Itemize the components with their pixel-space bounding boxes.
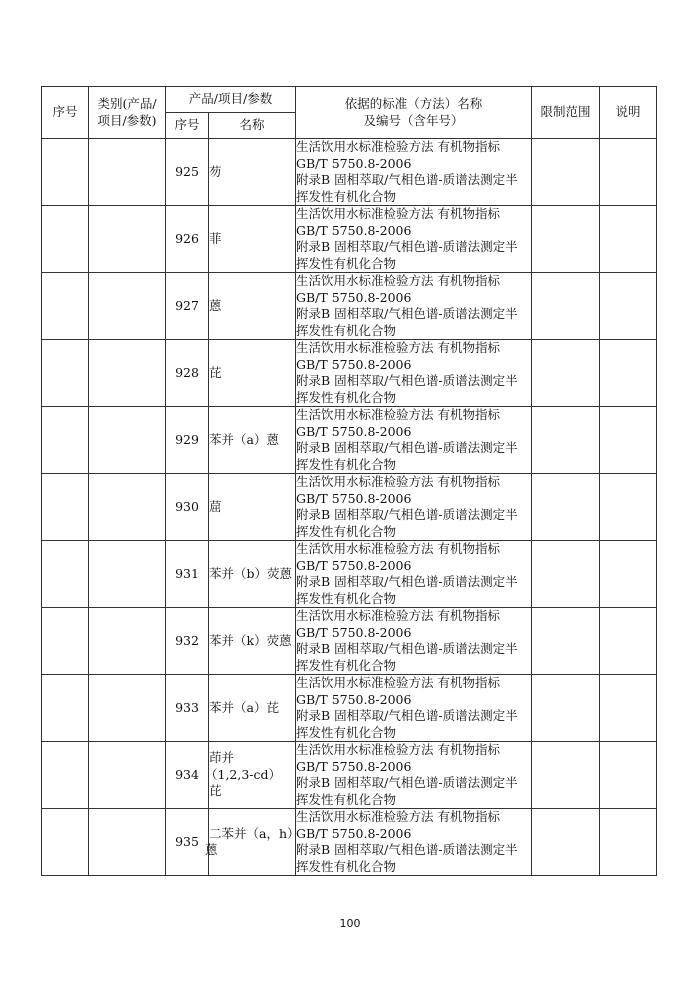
cell-limit	[532, 474, 600, 541]
cell-seq	[42, 608, 89, 675]
cell-category	[89, 675, 166, 742]
standard-line: GB/T 5750.8-2006	[296, 691, 412, 707]
item-name-line: 苯并（k）荧蒽	[209, 632, 292, 648]
cell-item-name	[209, 541, 296, 608]
cell-note	[600, 340, 657, 407]
cell-item-name	[205, 809, 300, 876]
cell-category	[89, 407, 166, 474]
cell-note	[600, 139, 657, 206]
cell-note	[600, 407, 657, 474]
header-category	[89, 87, 166, 139]
header-sub-seq: 序号	[166, 113, 209, 139]
standard-line: GB/T 5750.8-2006	[296, 222, 412, 238]
standard-line: 生活饮用水标准检验方法 有机物指标	[296, 139, 500, 154]
standard-line: 生活饮用水标准检验方法 有机物指标	[296, 273, 500, 288]
cell-seq	[42, 206, 89, 273]
standard-line: 生活饮用水标准检验方法 有机物指标	[296, 340, 500, 355]
table-row	[42, 139, 657, 206]
page-number: 100	[339, 917, 361, 930]
cell-item-number: 926	[166, 206, 209, 273]
standard-line: 生活饮用水标准检验方法 有机物指标	[296, 608, 500, 623]
cell-item-number: 934	[166, 742, 209, 809]
table-row	[42, 340, 657, 407]
cell-category	[89, 608, 166, 675]
cell-item-name	[209, 139, 296, 206]
table-row	[42, 407, 657, 474]
standard-line: GB/T 5750.8-2006	[296, 490, 412, 506]
cell-note	[600, 608, 657, 675]
standard-line: 附录B 固相萃取/气相色谱-质谱法测定半	[296, 775, 518, 790]
standard-line: 挥发性有机化合物	[296, 523, 397, 539]
item-name-line: （1,2,3-cd）	[205, 766, 282, 782]
standard-line: 生活饮用水标准检验方法 有机物指标	[296, 742, 500, 757]
cell-note	[600, 541, 657, 608]
cell-item-name	[209, 273, 296, 340]
table-row	[42, 541, 657, 608]
table-row	[42, 608, 657, 675]
cell-item-number: 931	[166, 541, 209, 608]
cell-item-name	[209, 608, 296, 675]
cell-category	[89, 474, 166, 541]
header-sub-name: 名称	[209, 113, 296, 139]
cell-item-number: 929	[166, 407, 209, 474]
standard-line: 生活饮用水标准检验方法 有机物指标	[296, 206, 500, 221]
standard-line: 生活饮用水标准检验方法 有机物指标	[296, 541, 500, 556]
standard-line: GB/T 5750.8-2006	[296, 557, 412, 573]
item-name-line: 芘	[209, 364, 222, 380]
standard-line: 附录B 固相萃取/气相色谱-质谱法测定半	[296, 306, 518, 321]
cell-item-number: 927	[166, 273, 209, 340]
standard-line: 挥发性有机化合物	[296, 456, 397, 472]
standard-line: 附录B 固相萃取/气相色谱-质谱法测定半	[296, 507, 518, 522]
standard-line: 附录B 固相萃取/气相色谱-质谱法测定半	[296, 574, 518, 589]
cell-standard	[296, 809, 532, 876]
standard-line: 挥发性有机化合物	[296, 188, 397, 204]
standard-line: 挥发性有机化合物	[296, 322, 397, 338]
standard-line: 附录B 固相萃取/气相色谱-质谱法测定半	[296, 842, 518, 857]
cell-note	[600, 742, 657, 809]
standard-line: GB/T 5750.8-2006	[296, 356, 412, 372]
standard-line: GB/T 5750.8-2006	[296, 758, 412, 774]
cell-category	[89, 809, 166, 876]
accreditation-table	[41, 86, 657, 876]
standard-line: 附录B 固相萃取/气相色谱-质谱法测定半	[296, 239, 518, 254]
cell-item-name	[205, 742, 296, 809]
cell-limit	[532, 407, 600, 474]
header-standard	[296, 87, 532, 139]
standard-line: 生活饮用水标准检验方法 有机物指标	[296, 474, 500, 489]
standard-line: GB/T 5750.8-2006	[296, 155, 412, 171]
standard-line: 挥发性有机化合物	[296, 724, 397, 740]
cell-item-name	[209, 340, 296, 407]
cell-item-name	[209, 675, 296, 742]
cell-item-number: 930	[166, 474, 209, 541]
standard-line: GB/T 5750.8-2006	[296, 624, 412, 640]
table-row	[42, 742, 657, 809]
cell-item-number: 928	[166, 340, 209, 407]
item-name-line: 苯并（b）荧蒽	[209, 565, 293, 581]
standard-line: GB/T 5750.8-2006	[296, 825, 412, 841]
header-standard-line1: 依据的标准（方法）名称	[344, 96, 483, 111]
header-seq: 序号	[42, 87, 89, 139]
cell-item-number: 932	[166, 608, 209, 675]
table-row	[42, 206, 657, 273]
header-product-group: 产品/项目/参数	[166, 87, 296, 113]
cell-standard	[296, 541, 532, 608]
cell-category	[89, 273, 166, 340]
header-category-line1: 类别(产品/	[97, 96, 157, 111]
cell-seq	[42, 541, 89, 608]
cell-item-name	[209, 407, 296, 474]
cell-category	[89, 206, 166, 273]
standard-line: 附录B 固相萃取/气相色谱-质谱法测定半	[296, 373, 518, 388]
item-name-line: 䓛	[209, 498, 222, 514]
table-row	[42, 675, 657, 742]
header-category-line2: 项目/参数)	[97, 112, 157, 128]
cell-standard	[296, 742, 532, 809]
item-name-line: 蒽	[209, 297, 222, 313]
header-standard-line2: 及编号（含年号）	[363, 112, 464, 128]
item-name-line: 菲	[209, 230, 222, 246]
standard-line: 附录B 固相萃取/气相色谱-质谱法测定半	[296, 440, 518, 455]
cell-item-number: 925	[166, 139, 209, 206]
standard-line: 生活饮用水标准检验方法 有机物指标	[296, 809, 500, 824]
cell-seq	[42, 340, 89, 407]
cell-item-number: 933	[166, 675, 209, 742]
cell-category	[89, 742, 166, 809]
standard-line: 挥发性有机化合物	[296, 389, 397, 405]
cell-standard	[296, 608, 532, 675]
item-name-line: 苯并（a）蒽	[209, 431, 279, 447]
cell-seq	[42, 809, 89, 876]
cell-limit	[532, 675, 600, 742]
cell-note	[600, 206, 657, 273]
header-note: 说明	[600, 87, 657, 139]
cell-standard	[296, 675, 532, 742]
cell-category	[89, 541, 166, 608]
cell-category	[89, 139, 166, 206]
cell-standard	[296, 407, 532, 474]
standard-line: 挥发性有机化合物	[296, 858, 397, 874]
cell-limit	[532, 139, 600, 206]
cell-limit	[532, 340, 600, 407]
cell-note	[600, 273, 657, 340]
item-name-line: 芘	[209, 783, 222, 799]
cell-seq	[42, 407, 89, 474]
item-name-line: 茚并	[209, 750, 235, 766]
standard-line: 挥发性有机化合物	[296, 791, 397, 807]
cell-seq	[42, 742, 89, 809]
standard-line: 附录B 固相萃取/气相色谱-质谱法测定半	[296, 708, 518, 723]
table-row	[42, 474, 657, 541]
standard-line: 附录B 固相萃取/气相色谱-质谱法测定半	[296, 641, 518, 656]
standard-line: GB/T 5750.8-2006	[296, 289, 412, 305]
cell-note	[600, 809, 657, 876]
cell-limit	[532, 273, 600, 340]
cell-standard	[296, 206, 532, 273]
table-row	[42, 809, 657, 876]
standard-line: 挥发性有机化合物	[296, 657, 397, 673]
header-row-top	[42, 87, 657, 113]
item-name-line: 苯并（a）芘	[209, 699, 279, 715]
cell-standard	[296, 139, 532, 206]
cell-standard	[296, 273, 532, 340]
cell-note	[600, 474, 657, 541]
cell-seq	[42, 675, 89, 742]
cell-item-number: 935	[166, 809, 209, 876]
item-name-line: 芴	[209, 163, 222, 179]
cell-limit	[532, 541, 600, 608]
item-name-line: 二苯并（a，h）	[209, 825, 300, 841]
cell-seq	[42, 474, 89, 541]
cell-standard	[296, 474, 532, 541]
standard-line: GB/T 5750.8-2006	[296, 423, 412, 439]
standard-line: 生活饮用水标准检验方法 有机物指标	[296, 675, 500, 690]
cell-category	[89, 340, 166, 407]
header-limit: 限制范围	[532, 87, 600, 139]
cell-limit	[532, 608, 600, 675]
cell-limit	[532, 742, 600, 809]
cell-limit	[532, 809, 600, 876]
cell-standard	[296, 340, 532, 407]
standard-line: 挥发性有机化合物	[296, 255, 397, 271]
standard-line: 附录B 固相萃取/气相色谱-质谱法测定半	[296, 172, 518, 187]
cell-note	[600, 675, 657, 742]
cell-item-name	[209, 474, 296, 541]
item-name-line: 蒽	[205, 842, 218, 857]
cell-limit	[532, 206, 600, 273]
table-row	[42, 273, 657, 340]
standard-line: 挥发性有机化合物	[296, 590, 397, 606]
cell-item-name	[209, 206, 296, 273]
table-body	[42, 139, 657, 876]
cell-seq	[42, 139, 89, 206]
standard-line: 生活饮用水标准检验方法 有机物指标	[296, 407, 500, 422]
cell-seq	[42, 273, 89, 340]
